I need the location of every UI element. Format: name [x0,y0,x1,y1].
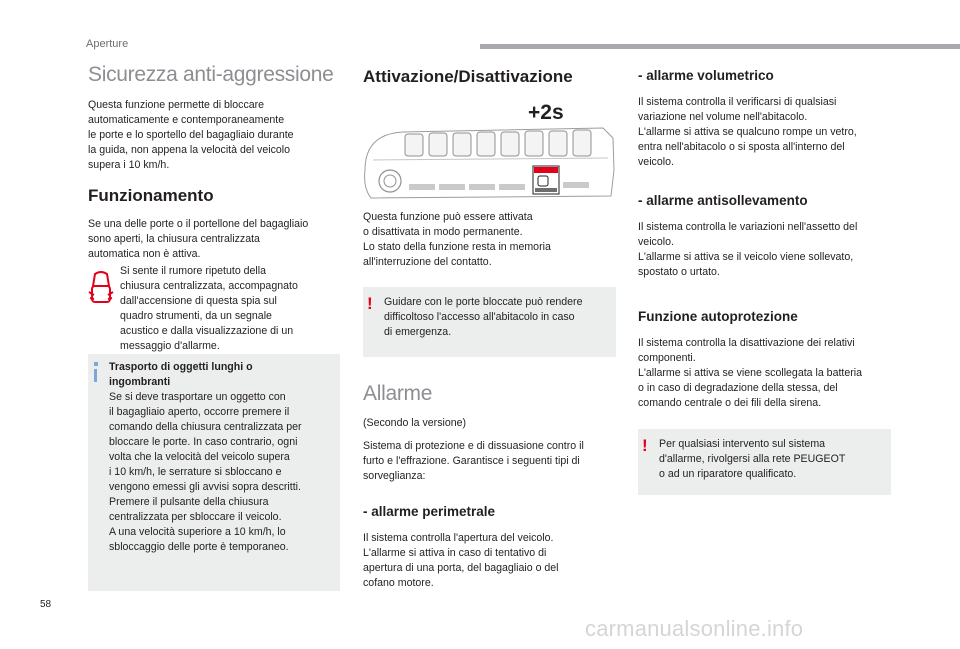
middle-column [363,62,616,88]
watermark: carmanualsonline.info [585,616,804,641]
warning-icon: ! [367,294,373,313]
allarme-title: Allarme [363,382,433,405]
console-illustration [363,126,616,200]
volumetrico-title: - allarme volumetrico [638,68,774,83]
section-label: Aperture [86,38,129,50]
lock-button-icon [533,166,559,194]
intro-text: Questa funzione permette di bloccare automaticamente e contemporaneamente le porte e lo sportello del bagagliaio durante la guida, non appena la velocità del veicolo supera i 10 km/h. [88,99,294,171]
perimetrale-text: Il sistema controlla l'apertura del veicolo. L'allarme si attiva in caso di tentativo di apertura di una porta, del bagagliaio o del cofano motore. [363,532,559,589]
warning-peugeot-text: Per qualsiasi intervento sul sistema d'allarme, rivolgersi alla rete PEUGEOT o ad un riparatore qualificato. [659,438,846,480]
info-box [88,354,340,591]
autoprotezione-title: Funzione autoprotezione [638,309,798,324]
activation-title: Attivazione/Disattivazione [363,67,573,86]
warning-box-peugeot [638,429,891,495]
press-duration-label: +2s [528,101,564,124]
page-title: Sicurezza anti-aggressione [88,63,334,86]
allarme-text: Sistema di protezione e di dissuasione contro il furto e l'effrazione. Garantisce i seguenti tipi di sorveglianza: [363,440,584,482]
version-note: (Secondo la versione) [363,417,467,429]
page-number: 58 [40,599,52,610]
funzionamento-title: Funzionamento [88,186,214,205]
lamp-description: Si sente il rumore ripetuto della chiusura centralizzata, accompagnato dall'accensione di questa spia sul quadro strumenti, da un segnale acustico e dalla visualizzazione di un messaggio d'allarme. [120,265,298,352]
info-title: Trasporto di oggetti lunghi o ingombranti [109,361,253,388]
left-column [88,62,340,262]
warning-icon: ! [642,436,648,455]
info-icon [94,362,98,366]
warning-box-doors [363,287,616,357]
antisollevamento-title: - allarme antisollevamento [638,193,808,208]
perimetrale-title: - allarme perimetrale [363,504,496,519]
warning-doors-text: Guidare con le porte bloccate può rendere difficoltoso l'accesso all'abitacolo in caso di emergenza. [384,296,583,338]
car-door-open-icon [86,268,116,308]
activation-text: Questa funzione può essere attivata o disattivata in modo permanente. Lo stato della funzione resta in memoria all'interruzione del contatto. [363,211,551,268]
info-text: Se si deve trasportare un oggetto con il bagagliaio aperto, occorre premere il comando della chiusura centralizzata per bloccare le porte. In caso contrario, ogni volta che la velocità del veicolo supera i 10 km/h, le serrature si sbloccano e vengono emessi gli avvisi sopra descritti. Premere il pulsante della chiusura centralizzata per sbloccare il veicolo. A una velocità superiore a 10 km/h, lo sbloccaggio delle porte è temporaneo. [109,391,302,553]
volumetrico-text: Il sistema controlla il verificarsi di qualsiasi variazione nel volume nell'abitacolo. L'allarme si attiva se qualcuno rompe un vetro, entra nell'abitacolo o si sposta all'interno del veicolo. [638,96,857,168]
antisollevamento-text: Il sistema controlla le variazioni nell'assetto del veicolo. L'allarme si attiva se il veicolo viene sollevato, spostato o urtato. [638,221,858,278]
funzionamento-text: Se una delle porte o il portellone del bagagliaio sono aperti, la chiusura centralizzata automatica non è attiva. [88,218,309,260]
autoprotezione-text: Il sistema controlla la disattivazione dei relativi componenti. L'allarme si attiva se viene scollegata la batteria o in caso di degradazione della stessa, del comando centrale o dei fili della sirena. [638,337,863,409]
header-rule [480,44,960,49]
